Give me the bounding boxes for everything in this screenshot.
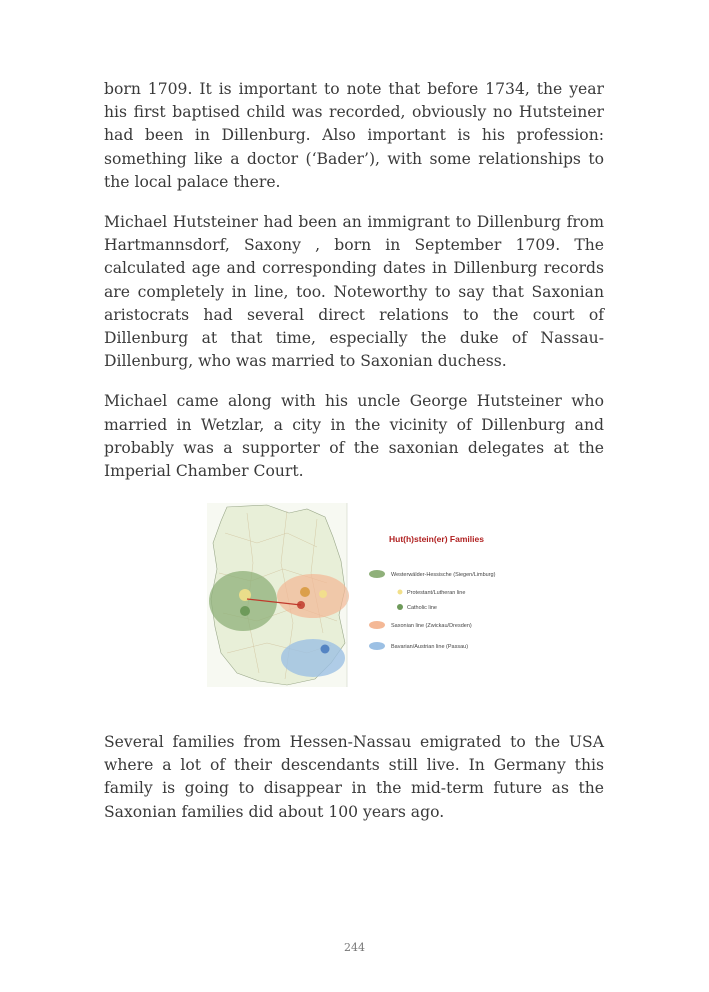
legend-swatch-protestant (398, 590, 403, 595)
closing-paragraph: Several families from Hessen-Nassau emigrated to the USA where a lot of their descendants still live. In Germany this family is going to disappear in the mid-term future as the Saxonian families did about 100 years ago. (104, 733, 604, 821)
saxony-region (277, 574, 349, 618)
bavaria-region (281, 639, 345, 677)
legend-swatch-saxony (369, 621, 385, 629)
catholic-dot (240, 606, 250, 616)
germany-map (207, 503, 349, 687)
page-number: 244 (344, 941, 365, 954)
text-body (104, 78, 604, 500)
closing-section (104, 731, 604, 841)
legend-label-bavaria: Bavarian/Austrian line (Passau) (391, 644, 469, 650)
family-map-figure (207, 503, 499, 687)
paragraph-1: born 1709. It is important to note that before 1734, the year his first baptised child was recorded, obviously no Hutsteiner had been in Dillenburg. Also important is his profession: something like a doctor (‘Bader’), with some relationships to the local palace there. (104, 80, 604, 191)
legend-label-catholic: Catholic line (407, 605, 437, 611)
paragraph-3: Michael came along with his uncle George Hutsteiner who married in Wetzlar, a city in the vicinity of Dillenburg and probably was a supporter of the saxonian delegates at the Imperial Chamber Court. (104, 392, 604, 481)
legend-label-protestant: Protestant/Lutheran line (407, 590, 466, 596)
legend-swatch-catholic (397, 604, 403, 610)
saxony-dot (300, 587, 310, 597)
legend-label-saxony: Saxonian line (Zwickau/Dresden) (391, 623, 472, 629)
passau-dot (321, 645, 330, 654)
legend-title: Hut(h)stein(er) Families (389, 534, 484, 544)
saxony-dot-2 (319, 590, 327, 598)
legend-swatch-bavaria (369, 642, 385, 650)
map-legend (369, 534, 496, 650)
legend-swatch-westerwald (369, 570, 385, 578)
paragraph-2: Michael Hutsteiner had been an immigrant to Dillenburg from Hartmannsdorf, Saxony , born in September 1709. The calculated age and corresponding dates in Dillenburg records are completely in line, too. Noteworthy to say that Saxonian aristocrats had several direct relations to the court of Dillenburg at that time, especially the duke of Nassau-Dillenburg, who was married to Saxonian duchess. (104, 213, 604, 371)
legend-label-westerwald: Westerwälder-Hessische (Siegen/Limburg) (391, 572, 496, 578)
